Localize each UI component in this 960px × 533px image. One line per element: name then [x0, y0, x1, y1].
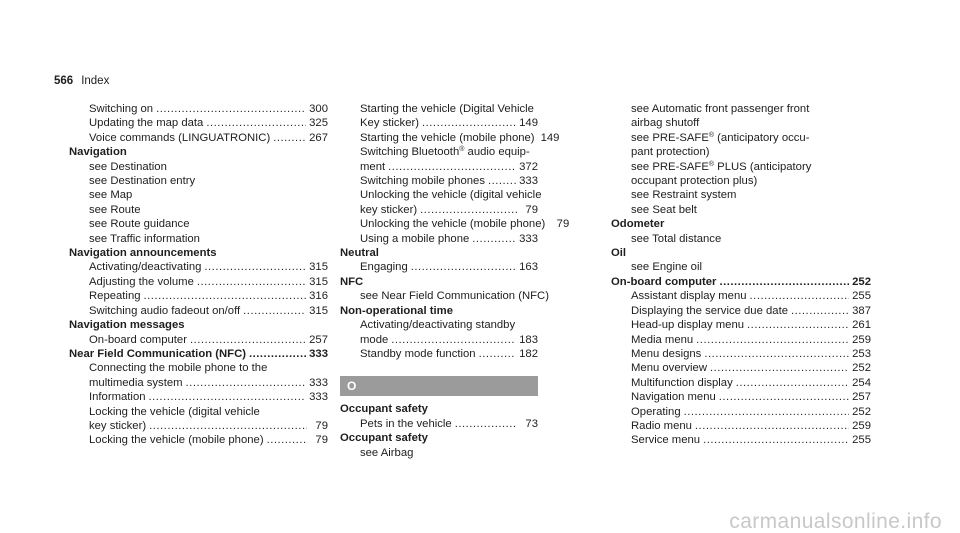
entry-text: see PRE-SAFE	[631, 160, 709, 173]
leader-dots	[144, 289, 307, 303]
entry-text: see Automatic front passenger front	[631, 103, 810, 115]
page-ref: 300	[309, 103, 328, 115]
leader-dots	[273, 131, 306, 145]
entry-label: Switching mobile phones	[360, 175, 485, 188]
index-heading	[611, 246, 871, 260]
entry-label: NFC	[340, 275, 364, 288]
page-ref: 182	[519, 347, 538, 360]
leader-dots	[703, 433, 849, 447]
index-heading	[340, 275, 538, 289]
entry-text: see Airbag	[360, 446, 414, 459]
index-entry	[611, 390, 871, 404]
index-heading	[69, 145, 328, 159]
entry-label: multimedia system	[89, 376, 183, 389]
index-entry	[69, 333, 328, 347]
entry-text: Unlocking the vehicle (digital vehicle	[360, 189, 542, 202]
leader-dots	[149, 419, 307, 433]
index-heading	[340, 246, 538, 260]
page-ref: 387	[852, 304, 871, 317]
index-entry	[69, 304, 328, 318]
entry-text: Switching Bluetooth	[360, 146, 460, 159]
index-entry	[611, 333, 871, 347]
index-entry	[69, 289, 328, 303]
page-header	[54, 74, 109, 88]
entry-text: see Seat belt	[631, 203, 697, 216]
index-entry	[340, 102, 538, 116]
index-entry	[611, 433, 871, 447]
index-entry	[340, 446, 538, 460]
index-entry	[69, 116, 328, 130]
index-heading	[69, 318, 328, 332]
index-heading	[611, 275, 871, 289]
entry-label: Key sticker)	[360, 117, 420, 130]
entry-label: Information	[89, 391, 146, 404]
entry-text: see Total distance	[631, 232, 722, 245]
leader-dots	[704, 347, 849, 361]
entry-text: see Traffic information	[89, 232, 200, 245]
entry-label: Unlocking the vehicle (mobile phone)	[360, 218, 546, 231]
entry-label: mode	[360, 333, 389, 346]
entry-text: airbag shutoff	[631, 117, 700, 130]
index-entry	[611, 361, 871, 375]
entry-label: Voice commands (LINGUATRONIC)	[89, 131, 271, 144]
index-entry	[69, 102, 328, 116]
index-entry	[611, 376, 871, 390]
index-entry	[340, 333, 538, 347]
leader-dots	[206, 116, 306, 130]
index-entry	[611, 260, 871, 274]
index-entry	[611, 405, 871, 419]
entry-label: Media menu	[631, 333, 694, 346]
entry-text: see Destination entry	[89, 175, 196, 188]
entry-label: Non-operational time	[340, 304, 453, 317]
page-ref: 315	[309, 304, 328, 317]
page-ref: 255	[852, 434, 871, 447]
entry-text: see Route guidance	[89, 218, 190, 231]
index-entry	[340, 417, 538, 431]
entry-label: On-board computer	[89, 333, 187, 346]
entry-label: Radio menu	[631, 419, 692, 432]
entry-text: Locking the vehicle (digital vehicle	[89, 405, 260, 418]
leader-dots	[411, 260, 516, 274]
entry-text: see Destination	[89, 160, 167, 173]
page-ref: 316	[309, 290, 328, 303]
index-entry	[69, 260, 328, 274]
page-ref: 252	[852, 405, 871, 418]
leader-dots	[736, 376, 849, 390]
entry-label: Menu designs	[631, 347, 702, 360]
leader-dots	[267, 433, 307, 447]
index-heading	[611, 217, 871, 231]
leader-dots	[149, 390, 307, 404]
entry-text: see Restraint system	[631, 189, 737, 202]
entry-text: see PRE-SAFE	[631, 131, 709, 144]
index-entry	[69, 188, 328, 202]
index-entry	[340, 203, 538, 217]
entry-label: Head-up display menu	[631, 319, 745, 332]
entry-label: Pets in the vehicle	[360, 417, 452, 430]
entry-label: Locking the vehicle (mobile phone)	[89, 434, 264, 447]
page-ref: 325	[309, 117, 328, 130]
page-ref: 257	[852, 391, 871, 404]
index-entry	[611, 232, 871, 246]
page-ref: 333	[309, 376, 328, 389]
page-ref: 333	[519, 232, 538, 245]
entry-label: Engaging	[360, 261, 408, 274]
entry-label: key sticker)	[360, 203, 418, 216]
entry-label: Using a mobile phone	[360, 232, 470, 245]
index-column-3	[611, 102, 871, 448]
entry-text: see Engine oil	[631, 261, 702, 274]
entry-label: Starting the vehicle (mobile phone)	[360, 131, 535, 144]
index-entry	[611, 160, 871, 174]
index-heading	[340, 402, 538, 416]
index-entry	[69, 203, 328, 217]
index-entry	[69, 419, 328, 433]
leader-dots	[479, 347, 517, 361]
entry-text: occupant protection plus)	[631, 175, 758, 188]
leader-dots	[420, 203, 517, 217]
page-ref: 267	[309, 131, 328, 144]
index-entry	[340, 260, 538, 274]
index-entry	[69, 217, 328, 231]
page-ref: 333	[519, 175, 538, 188]
leader-dots	[455, 417, 517, 431]
watermark: carmanualsonline.info	[729, 509, 942, 533]
leader-dots	[747, 318, 849, 332]
entry-label: Oil	[611, 247, 627, 260]
index-entry	[340, 217, 570, 231]
page-ref: 257	[309, 333, 328, 346]
page-ref: 149	[540, 131, 560, 144]
index-entry	[340, 188, 542, 202]
entry-text: Activating/deactivating standby	[360, 319, 516, 332]
entry-label: Switching audio fadeout on/off	[89, 304, 241, 317]
page-ref: 255	[852, 290, 871, 303]
entry-label: ment	[360, 160, 386, 173]
leader-dots	[472, 232, 516, 246]
index-entry	[69, 160, 328, 174]
page-ref: 372	[519, 160, 538, 173]
page-ref: 254	[852, 376, 871, 389]
entry-label: Assistant display menu	[631, 290, 747, 303]
entry-text-cont: audio equip-	[464, 146, 530, 159]
entry-label: Navigation menu	[631, 391, 716, 404]
index-entry	[611, 203, 871, 217]
section-name: Index	[81, 75, 110, 87]
entry-text: see Route	[89, 203, 141, 216]
entry-label: Service menu	[631, 434, 701, 447]
page-ref: 73	[525, 417, 538, 430]
leader-dots	[488, 174, 516, 188]
index-heading	[69, 347, 328, 361]
index-entry	[340, 318, 538, 332]
entry-text: Starting the vehicle (Digital Vehicle	[360, 103, 534, 115]
page-ref: 259	[852, 419, 871, 432]
leader-dots	[719, 390, 849, 404]
page-ref: 252	[852, 275, 871, 288]
index-heading	[340, 304, 538, 318]
entry-text: pant protection)	[631, 146, 710, 159]
entry-label: Menu overview	[631, 362, 707, 375]
index-entry	[69, 376, 328, 390]
entry-label: Navigation	[69, 146, 127, 159]
page-ref: 149	[519, 117, 538, 130]
page-ref: 259	[852, 333, 871, 346]
entry-label: Neutral	[340, 247, 379, 260]
index-entry	[69, 433, 328, 447]
entry-label: key sticker)	[89, 419, 147, 432]
entry-text: see Map	[89, 189, 133, 202]
index-entry	[611, 188, 871, 202]
page-ref: 315	[309, 275, 328, 288]
index-entry	[340, 131, 560, 145]
leader-dots	[684, 405, 850, 419]
page-ref: 261	[852, 319, 871, 332]
page-ref: 253	[852, 347, 871, 360]
leader-dots	[696, 333, 849, 347]
index-entry	[611, 131, 871, 145]
index-entry	[69, 390, 328, 404]
index-entry	[611, 419, 871, 433]
page-ref: 163	[519, 261, 538, 274]
index-entry	[340, 116, 538, 130]
entry-label: Navigation announcements	[69, 247, 217, 260]
index-entry	[611, 304, 871, 318]
entry-label: Switching on	[89, 103, 154, 115]
index-entry	[340, 289, 549, 303]
entry-label: Multifunction display	[631, 376, 733, 389]
page-ref: 79	[315, 419, 328, 432]
leader-dots	[750, 289, 850, 303]
leader-dots	[391, 333, 516, 347]
entry-label: Occupant safety	[340, 432, 428, 445]
index-heading	[340, 431, 538, 445]
leader-dots	[422, 116, 516, 130]
leader-dots	[249, 347, 306, 361]
entry-label: Activating/deactivating	[89, 261, 202, 274]
index-entry	[611, 174, 871, 188]
leader-dots	[791, 304, 849, 318]
index-entry	[69, 405, 328, 419]
index-entry	[69, 232, 328, 246]
page-ref: 183	[519, 333, 538, 346]
index-entry	[69, 275, 328, 289]
index-entry	[69, 174, 328, 188]
leader-dots	[388, 160, 516, 174]
section-letter-bar: O	[340, 376, 538, 396]
page-number: 566	[54, 75, 74, 87]
leader-dots	[204, 260, 306, 274]
index-entry	[340, 347, 538, 361]
page-ref: 79	[556, 218, 570, 231]
index-entry	[611, 116, 871, 130]
index-entry	[611, 289, 871, 303]
entry-label: Updating the map data	[89, 117, 204, 130]
entry-label: Operating	[631, 405, 681, 418]
index-entry	[340, 160, 538, 174]
entry-label: Displaying the service due date	[631, 304, 788, 317]
leader-dots	[197, 275, 306, 289]
entry-label: Standby mode function	[360, 347, 476, 360]
entry-label: On-board computer	[611, 275, 717, 288]
leader-dots	[156, 102, 306, 116]
leader-dots	[186, 376, 307, 390]
index-entry	[69, 131, 328, 145]
entry-label: Occupant safety	[340, 403, 428, 416]
registered-mark: ®	[708, 131, 715, 139]
registered-mark: ®	[459, 146, 465, 154]
entry-label: Near Field Communication (NFC)	[69, 347, 246, 360]
leader-dots	[243, 304, 306, 318]
page-ref: 315	[309, 261, 328, 274]
entry-label: Adjusting the volume	[89, 275, 194, 288]
index-column-2	[340, 102, 570, 460]
page-ref: 79	[315, 434, 328, 447]
entry-text-cont: (anticipatory occu-	[714, 131, 810, 144]
entry-label: Navigation messages	[69, 319, 185, 332]
entry-label: Odometer	[611, 218, 665, 231]
index-entry	[340, 174, 538, 188]
index-entry	[611, 145, 871, 159]
page-ref: 79	[525, 203, 538, 216]
index-entry	[611, 318, 871, 332]
index-entry	[611, 102, 871, 116]
leader-dots	[190, 333, 306, 347]
entry-label: Repeating	[89, 290, 141, 303]
leader-dots	[719, 275, 849, 289]
leader-dots	[710, 361, 849, 375]
page-ref: 333	[309, 347, 328, 360]
entry-text-cont: PLUS (anticipatory	[714, 160, 812, 173]
entry-text: Connecting the mobile phone to the	[89, 362, 268, 375]
entry-text: see Near Field Communication (NFC)	[360, 290, 549, 303]
page-ref: 333	[309, 391, 328, 404]
index-entry	[69, 361, 328, 375]
index-heading	[69, 246, 328, 260]
leader-dots	[695, 419, 849, 433]
page-ref: 252	[852, 362, 871, 375]
index-entry	[340, 232, 538, 246]
registered-mark: ®	[708, 160, 715, 168]
index-column-1	[69, 102, 328, 448]
index-entry	[611, 347, 871, 361]
index-entry	[340, 145, 538, 159]
